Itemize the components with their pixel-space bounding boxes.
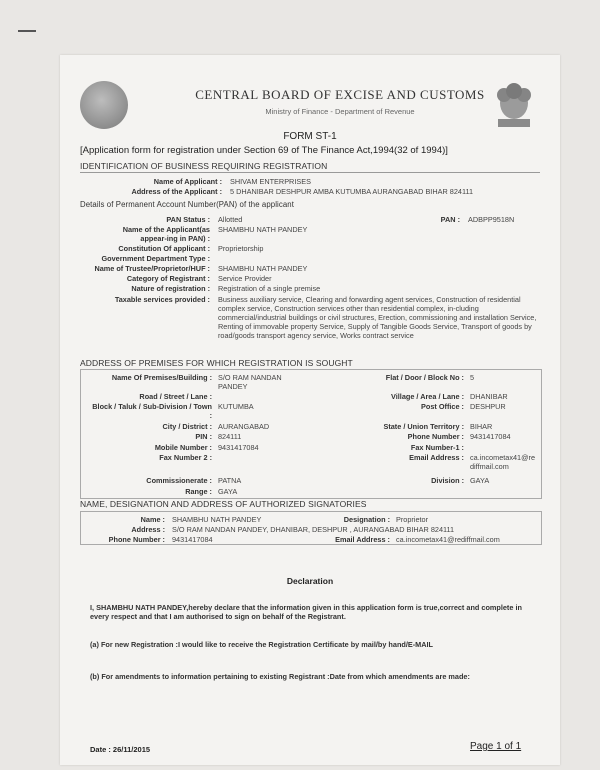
mobile-label: Mobile Number : — [154, 443, 212, 452]
signatory-address-value: S/O RAM NANDAN PANDEY, DHANIBAR, DESHPUR , AURANGABAD BIHAR 824111 — [172, 525, 455, 534]
signatory-phone-label: Phone Number : — [108, 535, 165, 544]
road-label: Road / Street / Lane : — [139, 392, 212, 401]
taxable-services-value: Business auxiliary service, Clearing and forwarding agent services, Construction of residential complex service, Construction services other than residential complex, in-cluding commercial/industrial buildings or civil structures, Erection, commissioning and installation Service, Renting of immovable property Service, Supply of Tangible Goods Service, Transport of goods by road/goods transport agency service, Works contract service — [218, 295, 537, 340]
commissionerate-label: Commissionerate : — [146, 476, 212, 485]
national-emblem-icon — [492, 77, 536, 131]
commissionerate-value: PATNA — [218, 476, 242, 485]
document-page — [60, 55, 560, 765]
header-subtitle: Ministry of Finance - Department of Revenue — [265, 107, 415, 116]
email-value: ca.incometax41@rediffmail.com — [470, 453, 536, 471]
page-number: Page 1 of 1 — [470, 741, 522, 752]
flat-value: 5 — [470, 373, 475, 382]
division-label: Division : — [431, 476, 464, 485]
applicant-pan-name-value: SHAMBHU NATH PANDEY — [218, 225, 308, 234]
trustee-label: Name of Trustee/Proprietor/HUF : — [94, 264, 210, 273]
header-title: CENTRAL BOARD OF EXCISE AND CUSTOMS — [195, 87, 485, 102]
form-title: FORM ST-1 — [283, 131, 337, 142]
pan-status-value: Allotted — [218, 215, 243, 224]
trustee-value: SHAMBHU NATH PANDEY — [218, 264, 308, 273]
pin-label: PIN : — [195, 432, 212, 441]
phone-label: Phone Number : — [407, 432, 464, 441]
building-value: S/O RAM NANDAN PANDEY — [218, 373, 282, 391]
margin-mark — [18, 30, 36, 32]
category-label: Category of Registrant : — [126, 274, 210, 283]
designation-label: Designation : — [343, 515, 390, 524]
flat-label: Flat / Door / Block No : — [385, 373, 464, 382]
post-office-value: DESHPUR — [470, 402, 506, 411]
fax1-label: Fax Number-1 : — [410, 443, 464, 452]
gov-dept-label: Government Department Type : — [101, 254, 210, 263]
nature-label: Nature of registration : — [131, 284, 210, 293]
city-label: City / District : — [162, 422, 212, 431]
signatory-email-value: ca.incometax41@rediffmail.com — [396, 535, 500, 544]
state-label: State / Union Territory : — [383, 422, 464, 431]
taxable-services-label: Taxable services provided : — [114, 295, 210, 304]
block-value: KUTUMBA — [218, 402, 254, 411]
applicant-name-label: Name of Applicant : — [153, 177, 222, 186]
division-value: GAYA — [470, 476, 490, 485]
pan-label: PAN : — [440, 215, 460, 224]
declaration-title: Declaration — [286, 576, 334, 586]
block-label: Block / Taluk / Sub-Division / Town : — [92, 402, 212, 420]
applicant-name-value: SHIVAM ENTERPRISES — [230, 177, 311, 186]
applicant-address-value: 5 DHANIBAR DESHPUR AMBA KUTUMBA AURANGABAD BIHAR 824111 — [230, 187, 474, 196]
pan-section-title: Details of Permanent Account Number(PAN) of the applicant — [80, 200, 295, 209]
constitution-label: Constitution Of applicant : — [118, 244, 210, 253]
post-office-label: Post Office : — [421, 402, 464, 411]
building-label: Name Of Premises/Building : — [111, 373, 212, 382]
declaration-text: I, SHAMBHU NATH PANDEY,hereby declare that the information given in this application form is true,correct and complete in every respect and that I am authorised to sign on behalf of the Registrant. — [90, 603, 522, 621]
village-value: DHANIBAR — [470, 392, 508, 401]
footer-date: Date : 26/11/2015 — [90, 745, 151, 754]
range-label: Range : — [185, 487, 212, 496]
signatories-section-title: NAME, DESIGNATION AND ADDRESS OF AUTHORIZED SIGNATORIES — [80, 499, 367, 509]
pan-value: ADBPP9518N — [468, 215, 515, 224]
constitution-value: Proprietorship — [218, 244, 264, 253]
nature-value: Registration of a single premise — [218, 284, 321, 293]
cbec-logo-icon — [80, 81, 128, 129]
phone-value: 9431417084 — [470, 432, 511, 441]
designation-value: Proprietor — [396, 515, 429, 524]
amendments-text: (b) For amendments to information pertaining to existing Registrant :Date from which amendments are made: — [90, 672, 470, 681]
divider — [80, 172, 540, 173]
signatory-phone-value: 9431417084 — [172, 535, 213, 544]
city-value: AURANGABAD — [218, 422, 270, 431]
range-value: GAYA — [218, 487, 238, 496]
new-registration-text: (a) For new Registration :I would like to receive the Registration Certificate by mail/by hand/E-MAIL — [90, 640, 434, 649]
village-label: Village / Area / Lane : — [391, 392, 464, 401]
applicant-pan-name-label: Name of the Applicant(as appear-ing in PAN) : — [122, 225, 210, 243]
signatory-address-label: Address : — [131, 525, 165, 534]
signatory-email-label: Email Address : — [335, 535, 390, 544]
signatory-name-value: SHAMBHU NATH PANDEY — [172, 515, 262, 524]
applicant-address-label: Address of the Applicant : — [131, 187, 222, 196]
state-value: BIHAR — [470, 422, 493, 431]
form-subtitle: [Application form for registration under Section 69 of The Finance Act,1994(32 of 1994)] — [80, 145, 448, 156]
category-value: Service Provider — [218, 274, 272, 283]
signatory-name-label: Name : — [140, 515, 165, 524]
pan-status-label: PAN Status : — [166, 215, 210, 224]
identification-section-title: IDENTIFICATION OF BUSINESS REQUIRING REGISTRATION — [80, 161, 328, 171]
premises-section-title: ADDRESS OF PREMISES FOR WHICH REGISTRATION IS SOUGHT — [80, 358, 353, 368]
email-label: Email Address : — [409, 453, 464, 462]
mobile-value: 9431417084 — [218, 443, 259, 452]
fax2-label: Fax Number 2 : — [159, 453, 212, 462]
pin-value: 824111 — [218, 432, 242, 441]
